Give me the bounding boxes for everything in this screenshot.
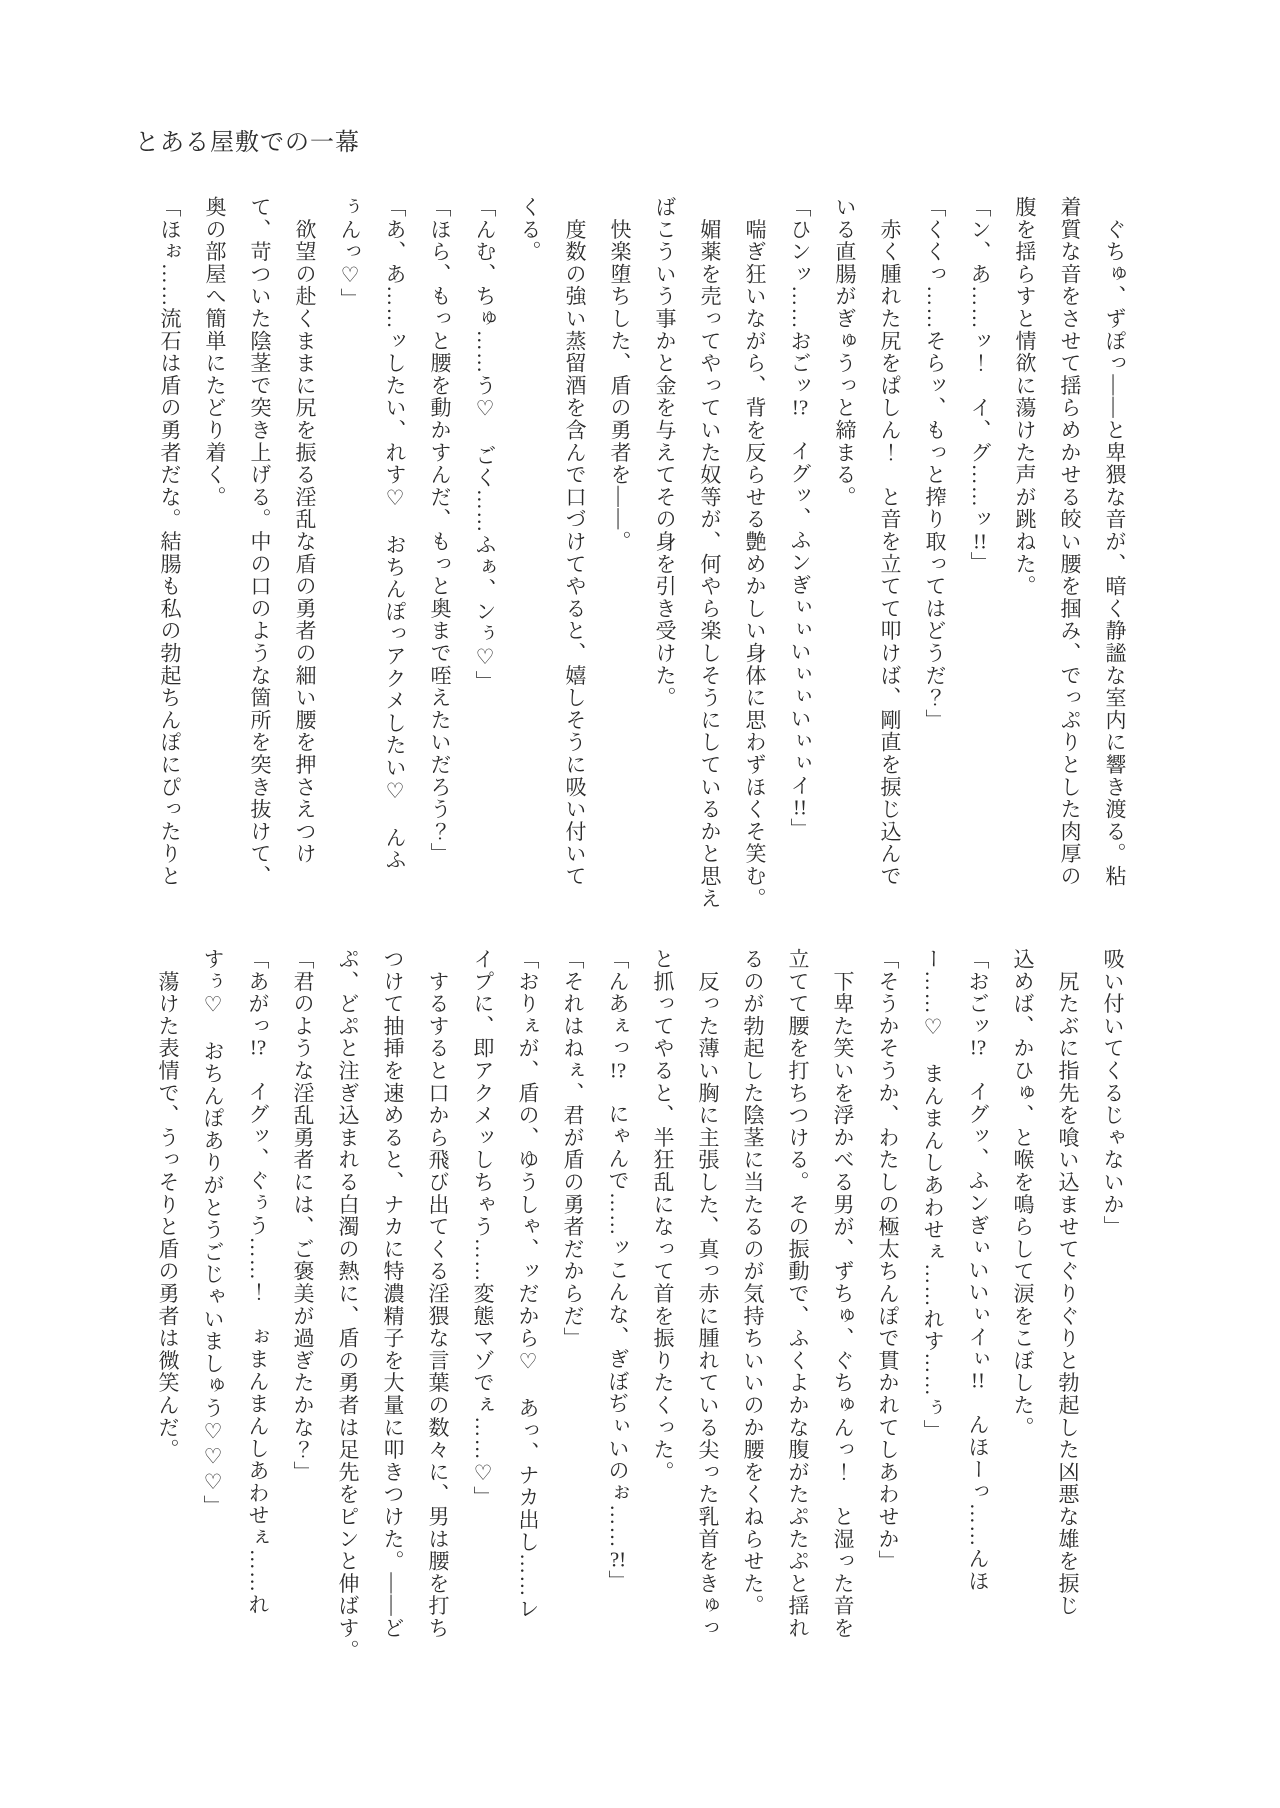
text-line: 快楽堕ちした、盾の勇者を――。 xyxy=(608,196,632,553)
text-line: 「ほら、もっと腰を動かすんだ、もっと奥まで咥えたいだろう？」 xyxy=(428,196,452,865)
text-line: 「おりぇが、盾の、ゆうしゃ、ッだから♡ あっ、ナカ出し……レ xyxy=(516,948,540,1620)
text-line: て、苛ついた陰茎で突き上げる。中の口のような箇所を突き抜けて、 xyxy=(248,196,272,888)
tate-chu-yoko: !! xyxy=(793,796,807,818)
tate-chu-yoko: !! xyxy=(973,530,987,552)
text-line: 「んむ、ちゅ……う♡ ごく……ふぁ、ンぅ♡」 xyxy=(473,196,497,693)
tate-chu-yoko: !? xyxy=(969,1037,987,1059)
text-line: ばこういう事かと金を与えてその身を引き受けた。 xyxy=(653,196,677,709)
text-line: 尻たぶに指先を喰い込ませてぐりぐりと勃起した凶悪な雄を捩じ xyxy=(1056,948,1080,1617)
text-line: すぅ♡ おちんぽありがとうごじゃいましゅう♡♡♡」 xyxy=(201,948,225,1518)
text-line: イプに、即アクメッしちゃう……変態マゾでぇ……♡」 xyxy=(471,948,495,1509)
text-line: 「あ、あ……ッしたい、れす♡ おちんぽっアクメしたい♡ んふ xyxy=(383,196,407,871)
text-line: いる直腸がぎゅうっと締まる。 xyxy=(833,196,857,509)
text-line: するすると口から飛び出てくる淫猥な言葉の数々に、男は腰を打ち xyxy=(426,948,450,1640)
text-line: 下卑た笑いを浮かべる男が、ずちゅ、ぐちゅんっ！ と湿った音を xyxy=(831,948,855,1640)
text-line: 「そうかそうか、わたしの極太ちんぽで貫かれてしあわせか」 xyxy=(876,948,900,1573)
text-line: 「それはねぇ、君が盾の勇者だからだ」 xyxy=(561,948,585,1350)
text-line: 「おごッ!? イグッ、ふンぎぃいいぃイぃ!! んほーっ……んほ xyxy=(966,948,990,1593)
text-line: 「んあぇっ!? にゃんで……ッこんな、ぎぼぢぃいのぉ……?!」 xyxy=(606,948,630,1593)
text-line: 赤く腫れた尻をぱしん！ と音を立てて叩けば、剛直を捩じ込んで xyxy=(878,196,902,888)
tate-chu-yoko: !? xyxy=(609,1059,627,1081)
text-line: つけて抽挿を速めると、ナカに特濃精子を大量に叩きつけた。――ど xyxy=(381,948,405,1640)
text-line: 「くくっ……そらッ、もっと搾り取ってはどうだ？」 xyxy=(923,196,947,732)
text-line: 「ン、あ……ッ！ イ、グ……ッ!!」 xyxy=(968,196,992,574)
tate-chu-yoko: !! xyxy=(971,1370,985,1392)
text-line: 喘ぎ狂いながら、背を反らせる艶めかしい身体に思わずほくそ笑む。 xyxy=(743,196,767,910)
text-line: 媚薬を売ってやっていた奴等が、何やら楽しそうにしているかと思え xyxy=(698,196,722,910)
tate-chu-yoko: !? xyxy=(249,1037,267,1059)
text-line: 欲望の赴くままに尻を振る淫乱な盾の勇者の細い腰を押さえつけ xyxy=(293,196,317,865)
text-line: ぅんっ♡」 xyxy=(338,196,362,311)
tate-chu-yoko: ?! xyxy=(609,1548,627,1570)
text-line: 「君のような淫乱勇者には、ご褒美が過ぎたかな？」 xyxy=(291,948,315,1484)
text-line: と抓ってやると、半狂乱になって首を振りたくった。 xyxy=(651,948,675,1484)
text-line: ー……♡ まんまんしあわせぇ……れす……ぅ」 xyxy=(921,948,945,1442)
text-line: ぐちゅ、ずぽっ――と卑猥な音が、暗く静謐な室内に響き渡る。粘 xyxy=(1103,196,1127,888)
text-line: 「あがっ!? イグッ、ぐぅう……！ ぉまんまんしあわせぇ……れ xyxy=(246,948,270,1616)
text-line: くる。 xyxy=(518,196,542,263)
tate-chu-yoko: !? xyxy=(791,396,809,418)
text-line: 込めば、かひゅ、と喉を鳴らして涙をこぼした。 xyxy=(1011,948,1035,1439)
text-block-bottom xyxy=(145,948,1135,1688)
text-block-top xyxy=(147,196,1137,936)
text-line: 「ひンッ……おごッ!? イグッ、ふンぎぃぃいぃぃいぃぃイ!!」 xyxy=(788,196,812,841)
text-line: 反った薄い胸に主張した、真っ赤に腫れている尖った乳首をきゅっ xyxy=(696,948,720,1640)
text-line: 立てて腰を打ちつける。その振動で、ふくよかな腹がたぷたぷと揺れ xyxy=(786,948,810,1640)
text-line: 奥の部屋へ簡単にたどり着く。 xyxy=(203,196,227,509)
text-line: 度数の強い蒸留酒を含んで口づけてやると、嬉しそうに吸い付いて xyxy=(563,196,587,888)
text-line: 腹を揺らすと情欲に蕩けた声が跳ねた。 xyxy=(1013,196,1037,598)
text-line: 「ほぉ……流石は盾の勇者だな。結腸も私の勃起ちんぽにぴったりと xyxy=(158,196,182,888)
page-title: とある屋敷での一幕 xyxy=(135,130,360,156)
text-line: 吸い付いてくるじゃないか」 xyxy=(1101,948,1125,1238)
text-line: るのが勃起した陰茎に当たるのが気持ちいいのか腰をくねらせた。 xyxy=(741,948,765,1617)
text-line: 着質な音をさせて揺らめかせる皎い腰を掴み、でっぷりとした肉厚の xyxy=(1058,196,1082,888)
text-line: ぷ、どぷと注ぎ込まれる白濁の熱に、盾の勇者は足先をピンと伸ばす。 xyxy=(336,948,360,1662)
text-line: 蕩けた表情で、うっそりと盾の勇者は微笑んだ。 xyxy=(156,948,180,1461)
